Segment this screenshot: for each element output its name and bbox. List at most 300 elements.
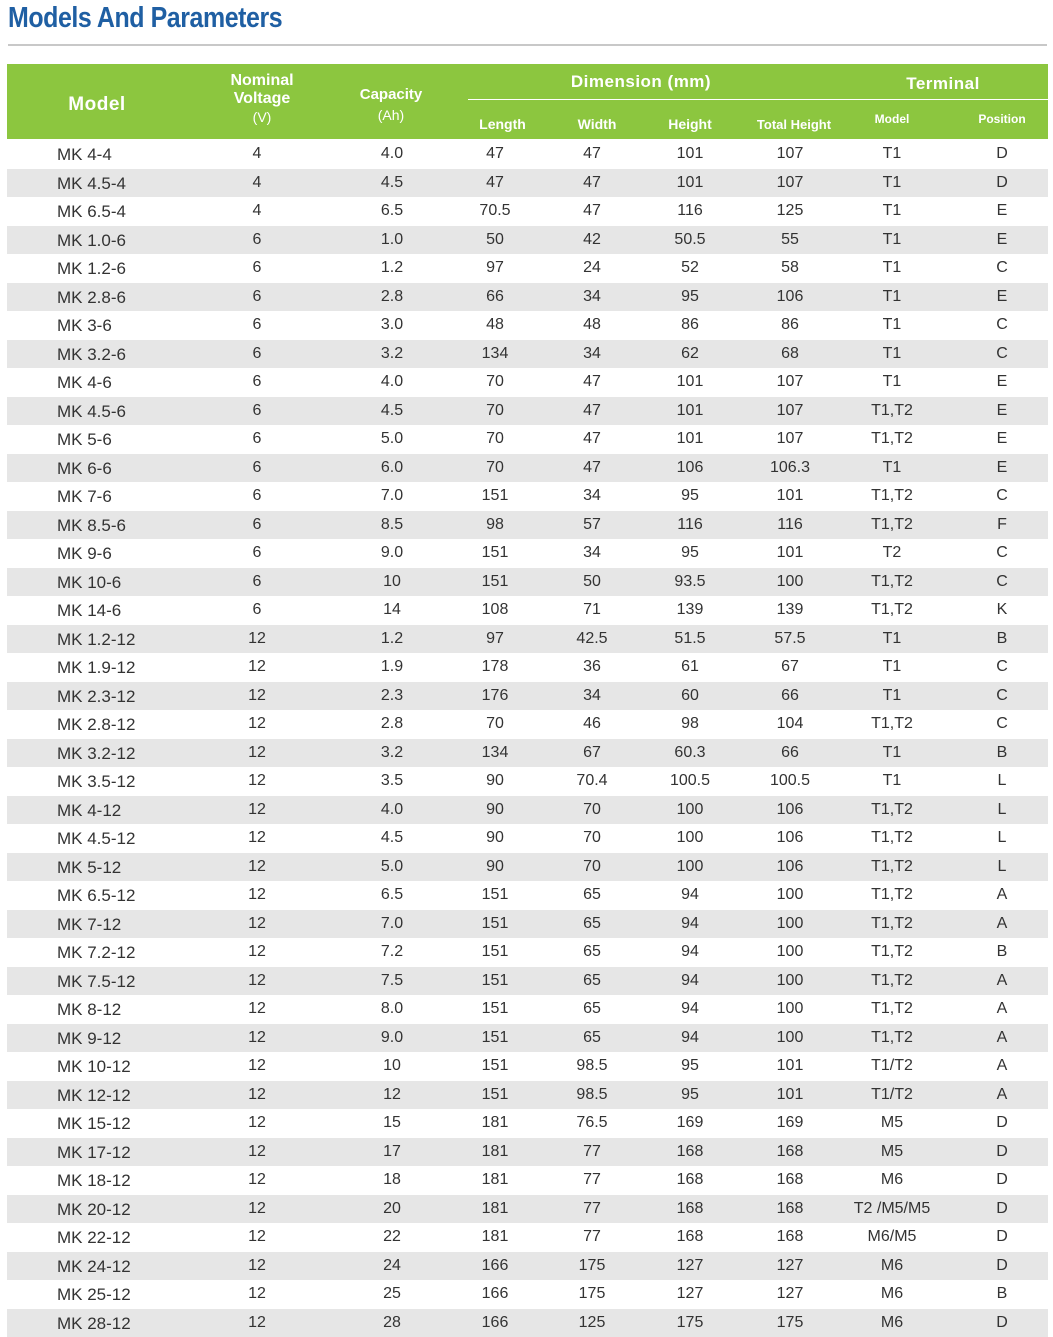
cell-width: 48 (562, 316, 622, 334)
cell-voltage: 12 (227, 1285, 287, 1303)
cell-voltage: 12 (227, 772, 287, 790)
cell-width: 65 (562, 1000, 622, 1018)
cell-total-height: 100 (755, 943, 825, 961)
cell-voltage: 6 (227, 430, 287, 448)
cell-height: 101 (655, 174, 725, 192)
cell-width: 42 (562, 231, 622, 249)
cell-terminal-model: M6 (832, 1171, 952, 1189)
cell-capacity: 9.0 (362, 1029, 422, 1047)
table-row (7, 1252, 1048, 1281)
cell-total-height: 116 (755, 516, 825, 534)
cell-voltage: 6 (227, 231, 287, 249)
cell-model: MK 12-12 (57, 1086, 197, 1106)
cell-terminal-position: L (972, 801, 1032, 819)
cell-height: 51.5 (655, 630, 725, 648)
cell-capacity: 6.5 (362, 202, 422, 220)
cell-width: 47 (562, 174, 622, 192)
cell-model: MK 15-12 (57, 1114, 197, 1134)
cell-terminal-model: T1 (832, 772, 952, 790)
cell-voltage: 12 (227, 1171, 287, 1189)
table-row (7, 1052, 1048, 1081)
cell-voltage: 4 (227, 145, 287, 163)
cell-terminal-model: T1,T2 (832, 402, 952, 420)
cell-terminal-position: E (972, 373, 1032, 391)
cell-height: 101 (655, 402, 725, 420)
table-row (7, 938, 1048, 967)
cell-height: 95 (655, 1086, 725, 1104)
cell-capacity: 6.0 (362, 459, 422, 477)
cell-length: 66 (460, 288, 530, 306)
table-row (7, 1081, 1048, 1110)
cell-total-height: 100 (755, 573, 825, 591)
cell-model: MK 6.5-12 (57, 886, 197, 906)
cell-length: 166 (460, 1314, 530, 1332)
cell-model: MK 2.8-6 (57, 288, 197, 308)
header-voltage-unit: (V) (212, 109, 312, 125)
cell-model: MK 3.2-12 (57, 744, 197, 764)
cell-terminal-position: C (972, 259, 1032, 277)
cell-total-height: 106 (755, 858, 825, 876)
cell-width: 175 (562, 1257, 622, 1275)
cell-total-height: 101 (755, 1086, 825, 1104)
cell-terminal-position: D (972, 1228, 1032, 1246)
table-row (7, 1138, 1048, 1167)
cell-total-height: 58 (755, 259, 825, 277)
cell-capacity: 7.2 (362, 943, 422, 961)
cell-model: MK 4.5-6 (57, 402, 197, 422)
cell-capacity: 4.0 (362, 373, 422, 391)
cell-model: MK 6.5-4 (57, 202, 197, 222)
cell-width: 47 (562, 430, 622, 448)
cell-width: 47 (562, 373, 622, 391)
cell-total-height: 100 (755, 972, 825, 990)
cell-total-height: 107 (755, 430, 825, 448)
cell-capacity: 8.0 (362, 1000, 422, 1018)
cell-terminal-model: M6/M5 (832, 1228, 952, 1246)
cell-model: MK 18-12 (57, 1171, 197, 1191)
cell-voltage: 12 (227, 943, 287, 961)
cell-voltage: 12 (227, 715, 287, 733)
cell-model: MK 10-12 (57, 1057, 197, 1077)
header-divider (468, 99, 1048, 100)
cell-width: 98.5 (562, 1057, 622, 1075)
cell-width: 65 (562, 1029, 622, 1047)
cell-capacity: 4.0 (362, 145, 422, 163)
cell-voltage: 12 (227, 1000, 287, 1018)
cell-height: 60 (655, 687, 725, 705)
cell-height: 127 (655, 1257, 725, 1275)
cell-model: MK 5-12 (57, 858, 197, 878)
cell-length: 151 (460, 886, 530, 904)
cell-width: 36 (562, 658, 622, 676)
cell-total-height: 104 (755, 715, 825, 733)
cell-total-height: 127 (755, 1285, 825, 1303)
cell-height: 94 (655, 915, 725, 933)
cell-voltage: 12 (227, 915, 287, 933)
cell-model: MK 8.5-6 (57, 516, 197, 536)
table-row (7, 596, 1048, 625)
table-row (7, 682, 1048, 711)
cell-capacity: 7.5 (362, 972, 422, 990)
table-row (7, 1223, 1048, 1252)
cell-height: 101 (655, 373, 725, 391)
cell-voltage: 6 (227, 459, 287, 477)
cell-voltage: 12 (227, 858, 287, 876)
cell-total-height: 100 (755, 886, 825, 904)
cell-total-height: 100 (755, 1000, 825, 1018)
cell-terminal-position: K (972, 601, 1032, 619)
cell-capacity: 17 (362, 1143, 422, 1161)
header-terminal: Terminal (853, 74, 1033, 94)
cell-capacity: 2.8 (362, 715, 422, 733)
cell-width: 175 (562, 1285, 622, 1303)
cell-capacity: 6.5 (362, 886, 422, 904)
cell-capacity: 12 (362, 1086, 422, 1104)
cell-length: 151 (460, 1086, 530, 1104)
cell-terminal-model: T1,T2 (832, 573, 952, 591)
cell-length: 166 (460, 1257, 530, 1275)
cell-terminal-position: D (972, 1114, 1032, 1132)
cell-height: 175 (655, 1314, 725, 1332)
cell-total-height: 101 (755, 544, 825, 562)
table-row (7, 397, 1048, 426)
cell-height: 94 (655, 972, 725, 990)
cell-voltage: 12 (227, 801, 287, 819)
cell-terminal-position: C (972, 487, 1032, 505)
header-width: Width (557, 116, 637, 132)
cell-terminal-position: C (972, 715, 1032, 733)
cell-terminal-position: E (972, 430, 1032, 448)
cell-terminal-model: M5 (832, 1143, 952, 1161)
cell-model: MK 7-6 (57, 487, 197, 507)
cell-terminal-position: B (972, 630, 1032, 648)
cell-voltage: 4 (227, 202, 287, 220)
cell-total-height: 169 (755, 1114, 825, 1132)
cell-height: 62 (655, 345, 725, 363)
cell-width: 47 (562, 402, 622, 420)
cell-capacity: 10 (362, 1057, 422, 1075)
cell-model: MK 8-12 (57, 1000, 197, 1020)
cell-capacity: 28 (362, 1314, 422, 1332)
cell-width: 70 (562, 829, 622, 847)
cell-total-height: 57.5 (755, 630, 825, 648)
cell-terminal-position: D (972, 1171, 1032, 1189)
table-header (7, 64, 1048, 139)
table-row (7, 995, 1048, 1024)
table-row (7, 1195, 1048, 1224)
cell-length: 151 (460, 1000, 530, 1018)
cell-capacity: 15 (362, 1114, 422, 1132)
cell-length: 176 (460, 687, 530, 705)
cell-height: 116 (655, 202, 725, 220)
cell-terminal-position: L (972, 772, 1032, 790)
cell-total-height: 101 (755, 487, 825, 505)
cell-voltage: 6 (227, 288, 287, 306)
cell-length: 181 (460, 1171, 530, 1189)
cell-width: 65 (562, 943, 622, 961)
cell-length: 151 (460, 943, 530, 961)
cell-model: MK 4-12 (57, 801, 197, 821)
cell-total-height: 55 (755, 231, 825, 249)
cell-model: MK 4.5-12 (57, 829, 197, 849)
cell-model: MK 3-6 (57, 316, 197, 336)
cell-model: MK 1.9-12 (57, 658, 197, 678)
cell-terminal-model: M5 (832, 1114, 952, 1132)
cell-total-height: 68 (755, 345, 825, 363)
cell-total-height: 107 (755, 174, 825, 192)
cell-terminal-position: B (972, 744, 1032, 762)
header-nominal-voltage: Nominal Voltage (212, 72, 312, 108)
cell-model: MK 1.2-6 (57, 259, 197, 279)
header-capacity-unit: (Ah) (341, 107, 441, 123)
cell-voltage: 6 (227, 402, 287, 420)
table-row (7, 226, 1048, 255)
table-row (7, 169, 1048, 198)
cell-voltage: 12 (227, 1057, 287, 1075)
cell-width: 70 (562, 801, 622, 819)
cell-terminal-model: M6 (832, 1314, 952, 1332)
cell-capacity: 5.0 (362, 858, 422, 876)
cell-terminal-model: T2 (832, 544, 952, 562)
table-row (7, 311, 1048, 340)
cell-model: MK 2.8-12 (57, 715, 197, 735)
cell-length: 97 (460, 630, 530, 648)
cell-total-height: 107 (755, 145, 825, 163)
cell-height: 168 (655, 1171, 725, 1189)
cell-capacity: 25 (362, 1285, 422, 1303)
cell-model: MK 25-12 (57, 1285, 197, 1305)
cell-total-height: 175 (755, 1314, 825, 1332)
cell-terminal-model: M6 (832, 1285, 952, 1303)
cell-terminal-position: D (972, 1143, 1032, 1161)
cell-length: 151 (460, 544, 530, 562)
cell-capacity: 4.5 (362, 174, 422, 192)
cell-length: 151 (460, 972, 530, 990)
cell-width: 125 (562, 1314, 622, 1332)
table-row (7, 254, 1048, 283)
cell-length: 70 (460, 430, 530, 448)
table-row (7, 881, 1048, 910)
cell-voltage: 12 (227, 630, 287, 648)
cell-height: 101 (655, 430, 725, 448)
cell-voltage: 12 (227, 744, 287, 762)
cell-height: 98 (655, 715, 725, 733)
cell-total-height: 106 (755, 829, 825, 847)
table-row (7, 1309, 1048, 1337)
cell-capacity: 4.0 (362, 801, 422, 819)
header-capacity: Capacity (341, 86, 441, 103)
cell-capacity: 7.0 (362, 487, 422, 505)
cell-model: MK 2.3-12 (57, 687, 197, 707)
cell-terminal-model: M6 (832, 1257, 952, 1275)
table-row (7, 454, 1048, 483)
cell-model: MK 4.5-4 (57, 174, 197, 194)
cell-model: MK 1.0-6 (57, 231, 197, 251)
cell-terminal-position: C (972, 544, 1032, 562)
cell-length: 134 (460, 744, 530, 762)
cell-total-height: 100 (755, 1029, 825, 1047)
cell-length: 151 (460, 573, 530, 591)
cell-width: 77 (562, 1200, 622, 1218)
cell-voltage: 6 (227, 573, 287, 591)
cell-total-height: 107 (755, 402, 825, 420)
cell-capacity: 1.2 (362, 630, 422, 648)
cell-length: 166 (460, 1285, 530, 1303)
cell-model: MK 5-6 (57, 430, 197, 450)
cell-width: 77 (562, 1171, 622, 1189)
header-total-height: Total Height (744, 117, 844, 132)
cell-length: 151 (460, 1057, 530, 1075)
cell-model: MK 1.2-12 (57, 630, 197, 650)
cell-voltage: 4 (227, 174, 287, 192)
cell-height: 116 (655, 516, 725, 534)
cell-length: 50 (460, 231, 530, 249)
table-row (7, 739, 1048, 768)
cell-terminal-position: L (972, 829, 1032, 847)
cell-voltage: 6 (227, 316, 287, 334)
cell-width: 65 (562, 886, 622, 904)
cell-model: MK 7-12 (57, 915, 197, 935)
cell-terminal-model: T1,T2 (832, 886, 952, 904)
cell-capacity: 3.0 (362, 316, 422, 334)
cell-width: 70.4 (562, 772, 622, 790)
cell-width: 57 (562, 516, 622, 534)
cell-terminal-model: T1 (832, 658, 952, 676)
cell-terminal-model: T1 (832, 231, 952, 249)
cell-height: 100 (655, 858, 725, 876)
cell-terminal-position: C (972, 687, 1032, 705)
cell-height: 168 (655, 1228, 725, 1246)
cell-height: 168 (655, 1143, 725, 1161)
cell-total-height: 101 (755, 1057, 825, 1075)
cell-voltage: 6 (227, 516, 287, 534)
table-row (7, 197, 1048, 226)
cell-voltage: 12 (227, 658, 287, 676)
cell-voltage: 6 (227, 259, 287, 277)
cell-voltage: 12 (227, 1200, 287, 1218)
cell-length: 98 (460, 516, 530, 534)
cell-total-height: 67 (755, 658, 825, 676)
cell-model: MK 7.2-12 (57, 943, 197, 963)
cell-height: 100 (655, 829, 725, 847)
cell-total-height: 168 (755, 1228, 825, 1246)
header-terminal-position: Position (962, 112, 1042, 126)
table-row (7, 140, 1048, 169)
cell-width: 34 (562, 687, 622, 705)
cell-capacity: 3.5 (362, 772, 422, 790)
cell-model: MK 17-12 (57, 1143, 197, 1163)
cell-terminal-model: T1,T2 (832, 487, 952, 505)
cell-terminal-position: D (972, 174, 1032, 192)
cell-total-height: 66 (755, 744, 825, 762)
cell-capacity: 20 (362, 1200, 422, 1218)
cell-terminal-model: T1,T2 (832, 715, 952, 733)
cell-capacity: 24 (362, 1257, 422, 1275)
cell-total-height: 107 (755, 373, 825, 391)
cell-length: 70.5 (460, 202, 530, 220)
cell-capacity: 3.2 (362, 744, 422, 762)
cell-voltage: 6 (227, 544, 287, 562)
cell-model: MK 10-6 (57, 573, 197, 593)
cell-terminal-model: T1,T2 (832, 1029, 952, 1047)
table-row (7, 767, 1048, 796)
cell-terminal-position: E (972, 459, 1032, 477)
cell-voltage: 12 (227, 972, 287, 990)
page-title: Models And Parameters (8, 2, 282, 35)
cell-height: 169 (655, 1114, 725, 1132)
cell-length: 178 (460, 658, 530, 676)
cell-model: MK 3.2-6 (57, 345, 197, 365)
cell-height: 86 (655, 316, 725, 334)
table-row (7, 340, 1048, 369)
cell-capacity: 4.5 (362, 829, 422, 847)
table-row (7, 653, 1048, 682)
cell-height: 100 (655, 801, 725, 819)
header-model: Model (7, 94, 187, 116)
cell-model: MK 4-4 (57, 145, 197, 165)
cell-terminal-model: T1,T2 (832, 915, 952, 933)
cell-length: 70 (460, 459, 530, 477)
cell-terminal-position: A (972, 915, 1032, 933)
cell-voltage: 12 (227, 1086, 287, 1104)
cell-voltage: 12 (227, 1314, 287, 1332)
cell-terminal-model: T1 (832, 687, 952, 705)
cell-terminal-model: T1 (832, 174, 952, 192)
cell-length: 70 (460, 373, 530, 391)
cell-length: 90 (460, 829, 530, 847)
cell-length: 181 (460, 1114, 530, 1132)
cell-model: MK 7.5-12 (57, 972, 197, 992)
cell-width: 65 (562, 915, 622, 933)
table-row (7, 910, 1048, 939)
cell-model: MK 24-12 (57, 1257, 197, 1277)
cell-height: 94 (655, 1029, 725, 1047)
cell-height: 60.3 (655, 744, 725, 762)
cell-capacity: 2.3 (362, 687, 422, 705)
cell-height: 100.5 (655, 772, 725, 790)
cell-terminal-model: T1 (832, 630, 952, 648)
cell-total-height: 168 (755, 1200, 825, 1218)
table-row (7, 1024, 1048, 1053)
cell-terminal-model: T1 (832, 459, 952, 477)
cell-length: 181 (460, 1143, 530, 1161)
cell-model: MK 14-6 (57, 601, 197, 621)
cell-height: 94 (655, 886, 725, 904)
cell-height: 168 (655, 1200, 725, 1218)
cell-width: 47 (562, 145, 622, 163)
cell-terminal-model: T1 (832, 288, 952, 306)
cell-terminal-position: E (972, 231, 1032, 249)
cell-height: 61 (655, 658, 725, 676)
cell-model: MK 20-12 (57, 1200, 197, 1220)
cell-terminal-model: T1 (832, 345, 952, 363)
table-row (7, 967, 1048, 996)
cell-terminal-position: D (972, 1257, 1032, 1275)
table-row (7, 710, 1048, 739)
cell-terminal-model: T1,T2 (832, 516, 952, 534)
cell-length: 90 (460, 772, 530, 790)
cell-capacity: 7.0 (362, 915, 422, 933)
cell-voltage: 12 (227, 886, 287, 904)
cell-terminal-position: A (972, 1000, 1032, 1018)
cell-terminal-position: A (972, 972, 1032, 990)
cell-capacity: 18 (362, 1171, 422, 1189)
cell-terminal-model: T1,T2 (832, 858, 952, 876)
cell-voltage: 6 (227, 345, 287, 363)
cell-voltage: 12 (227, 1143, 287, 1161)
cell-height: 106 (655, 459, 725, 477)
cell-width: 50 (562, 573, 622, 591)
